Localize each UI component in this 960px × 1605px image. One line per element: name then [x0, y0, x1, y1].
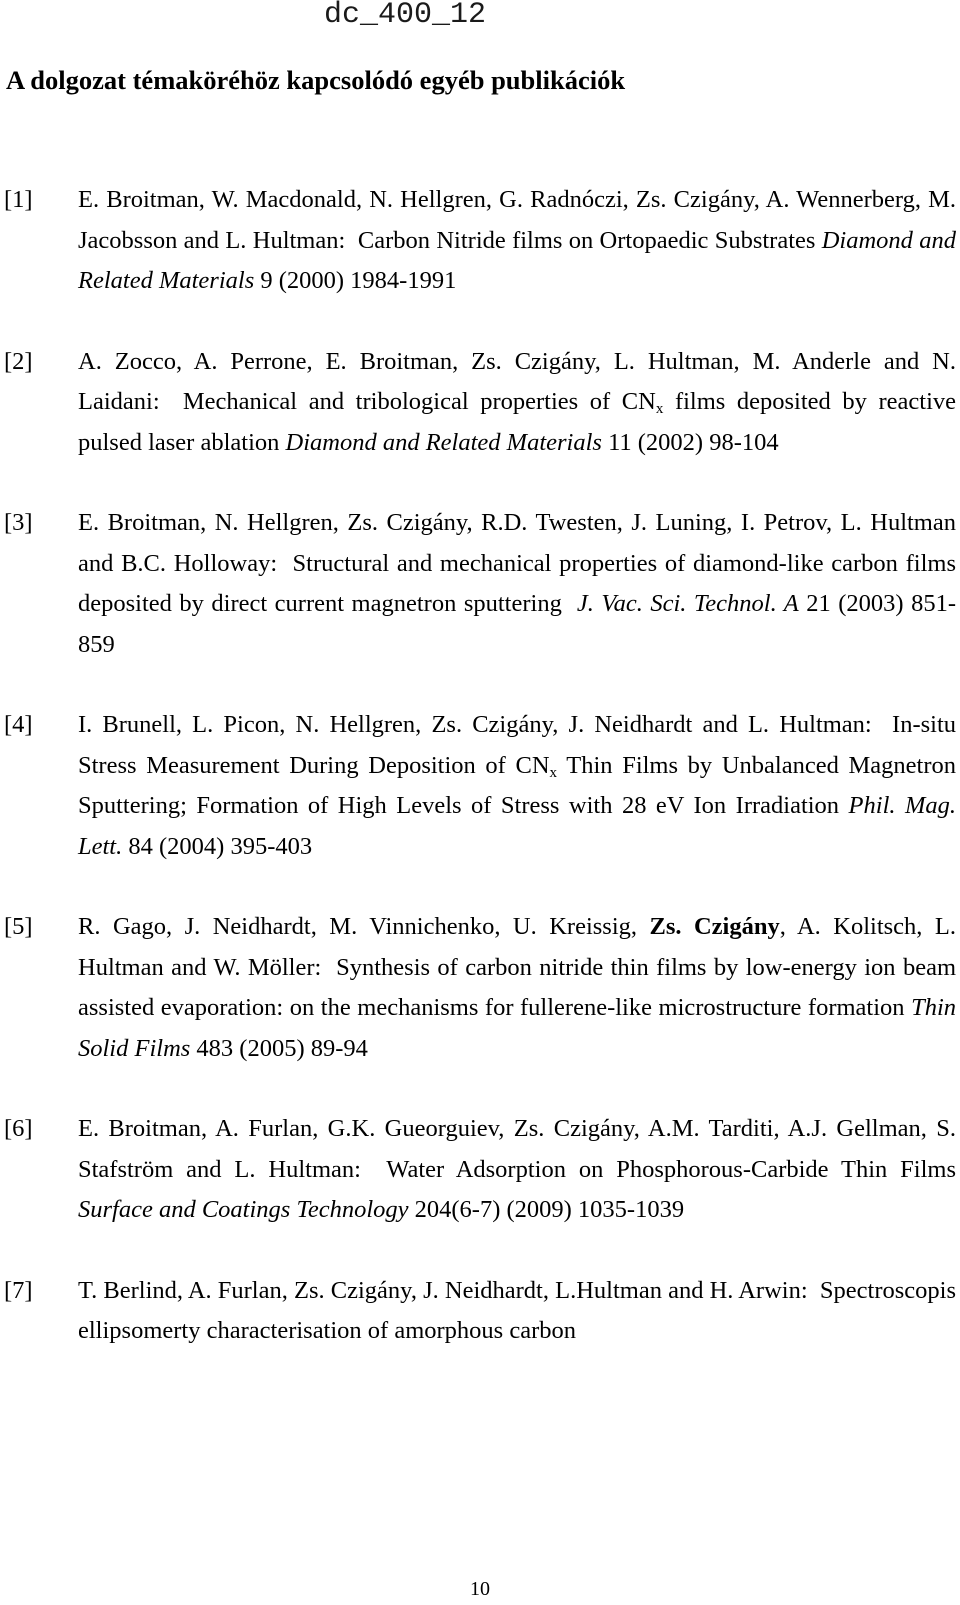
reference-details: 11 (2002) 98-104	[608, 428, 779, 456]
reference-title: Spectroscopis ellipsomerty characterisation of amorphous carbon	[78, 1276, 956, 1344]
reference-journal: Diamond and Related Materials	[285, 428, 602, 456]
reference-title-subscript: x	[549, 764, 558, 781]
document-code-header	[0, 0, 960, 30]
reference-list	[0, 180, 960, 1392]
reference-details: 9 (2000) 1984-1991	[260, 267, 457, 294]
reference-title-subscript: x	[655, 401, 664, 417]
reference-item-2	[0, 342, 960, 464]
reference-author-highlight: Zs. Czigány	[649, 913, 780, 940]
reference-authors: T. Berlind, A. Furlan, Zs. Czigány, J. Neidhardt, L.Hultman and H. Arwin:	[78, 1276, 808, 1304]
reference-authors: E. Broitman, W. Macdonald, N. Hellgren, G. Radnóczi, Zs. Czigány, A. Wennerberg, M. Jacobsson and L. Hultman:	[78, 186, 956, 254]
reference-details: 84 (2004) 395-403	[128, 832, 313, 860]
reference-item-4	[0, 705, 960, 867]
reference-journal: Thin Solid Films	[78, 994, 957, 1062]
reference-text	[78, 1109, 956, 1231]
reference-number: [4]	[4, 711, 33, 738]
reference-title-end: films deposited by reactive pulsed laser ablation	[78, 388, 957, 456]
reference-text	[78, 503, 956, 665]
reference-authors: E. Broitman, A. Furlan, G.K. Gueorguiev, Zs. Czigány, A.M. Tarditi, A.J. Gellman, S. Stafström and L. Hultman:	[78, 1115, 956, 1183]
reference-authors-start: R. Gago, J. Neidhardt, M. Vinnichenko, U. Kreissig,	[78, 913, 638, 940]
document-code: dc_400_12	[323, 0, 487, 32]
page-number: 10	[470, 1578, 490, 1600]
reference-title-end: Thin Films by Unbalanced Magnetron Sputtering; Formation of High Levels of Stress with 28 eV Ion Irradiation	[78, 751, 956, 819]
reference-number: [7]	[4, 1276, 33, 1304]
reference-number: [6]	[4, 1115, 33, 1142]
reference-item-7	[0, 1271, 960, 1352]
reference-details: 21 (2003) 851-859	[78, 590, 957, 658]
reference-authors: I. Brunell, L. Picon, N. Hellgren, Zs. Czigány, J. Neidhardt and L. Hultman:	[78, 711, 872, 738]
reference-journal: Phil. Mag. Lett.	[78, 792, 957, 860]
reference-details: 204(6-7) (2009) 1035-1039	[414, 1196, 685, 1223]
reference-item-1	[0, 180, 960, 302]
reference-text	[78, 180, 956, 302]
reference-text	[78, 705, 956, 867]
reference-title-start: In-situ Stress Measurement During Deposition of CN	[78, 711, 957, 779]
reference-title: Water Adsorption on Phosphorous-Carbide Thin Films	[386, 1155, 956, 1183]
reference-authors: E. Broitman, N. Hellgren, Zs. Czigány, R.D. Twesten, J. Luning, I. Petrov, L. Hultman and B.C. Holloway:	[78, 509, 956, 577]
reference-title: Structural and mechanical properties of diamond-like carbon films deposited by direct current magnetron sputtering	[78, 549, 956, 617]
reference-journal: Surface and Coatings Technology	[78, 1196, 409, 1223]
reference-title-start: Mechanical and tribological properties of CN	[182, 388, 656, 415]
reference-details: 483 (2005) 89-94	[196, 1034, 368, 1062]
reference-journal: J. Vac. Sci. Technol. A	[576, 590, 799, 617]
reference-title: Carbon Nitride films on Ortopaedic Substrates	[357, 226, 816, 254]
reference-text	[78, 907, 956, 1069]
reference-journal: Diamond and Related Materials	[78, 226, 956, 294]
page-footer	[0, 1578, 960, 1600]
reference-number: [2]	[4, 347, 33, 375]
reference-item-5	[0, 907, 960, 1069]
reference-number: [3]	[4, 509, 33, 536]
reference-authors-end: , A. Kolitsch, L. Hultman and W. Möller:	[78, 913, 956, 981]
reference-title: Synthesis of carbon nitride thin films by low-energy ion beam assisted evaporation: on the mechanisms for fullerene-like microstructure formation	[78, 953, 957, 1021]
reference-text	[78, 1271, 956, 1352]
page-title: A dolgozat témaköréhöz kapcsolódó egyéb publikációk	[6, 65, 626, 95]
reference-number: [1]	[4, 186, 33, 213]
reference-number: [5]	[4, 913, 33, 940]
reference-authors: A. Zocco, A. Perrone, E. Broitman, Zs. Czigány, L. Hultman, M. Anderle and N. Laidani:	[78, 347, 956, 415]
reference-item-6	[0, 1109, 960, 1231]
reference-item-3	[0, 503, 960, 665]
reference-text	[78, 342, 956, 464]
